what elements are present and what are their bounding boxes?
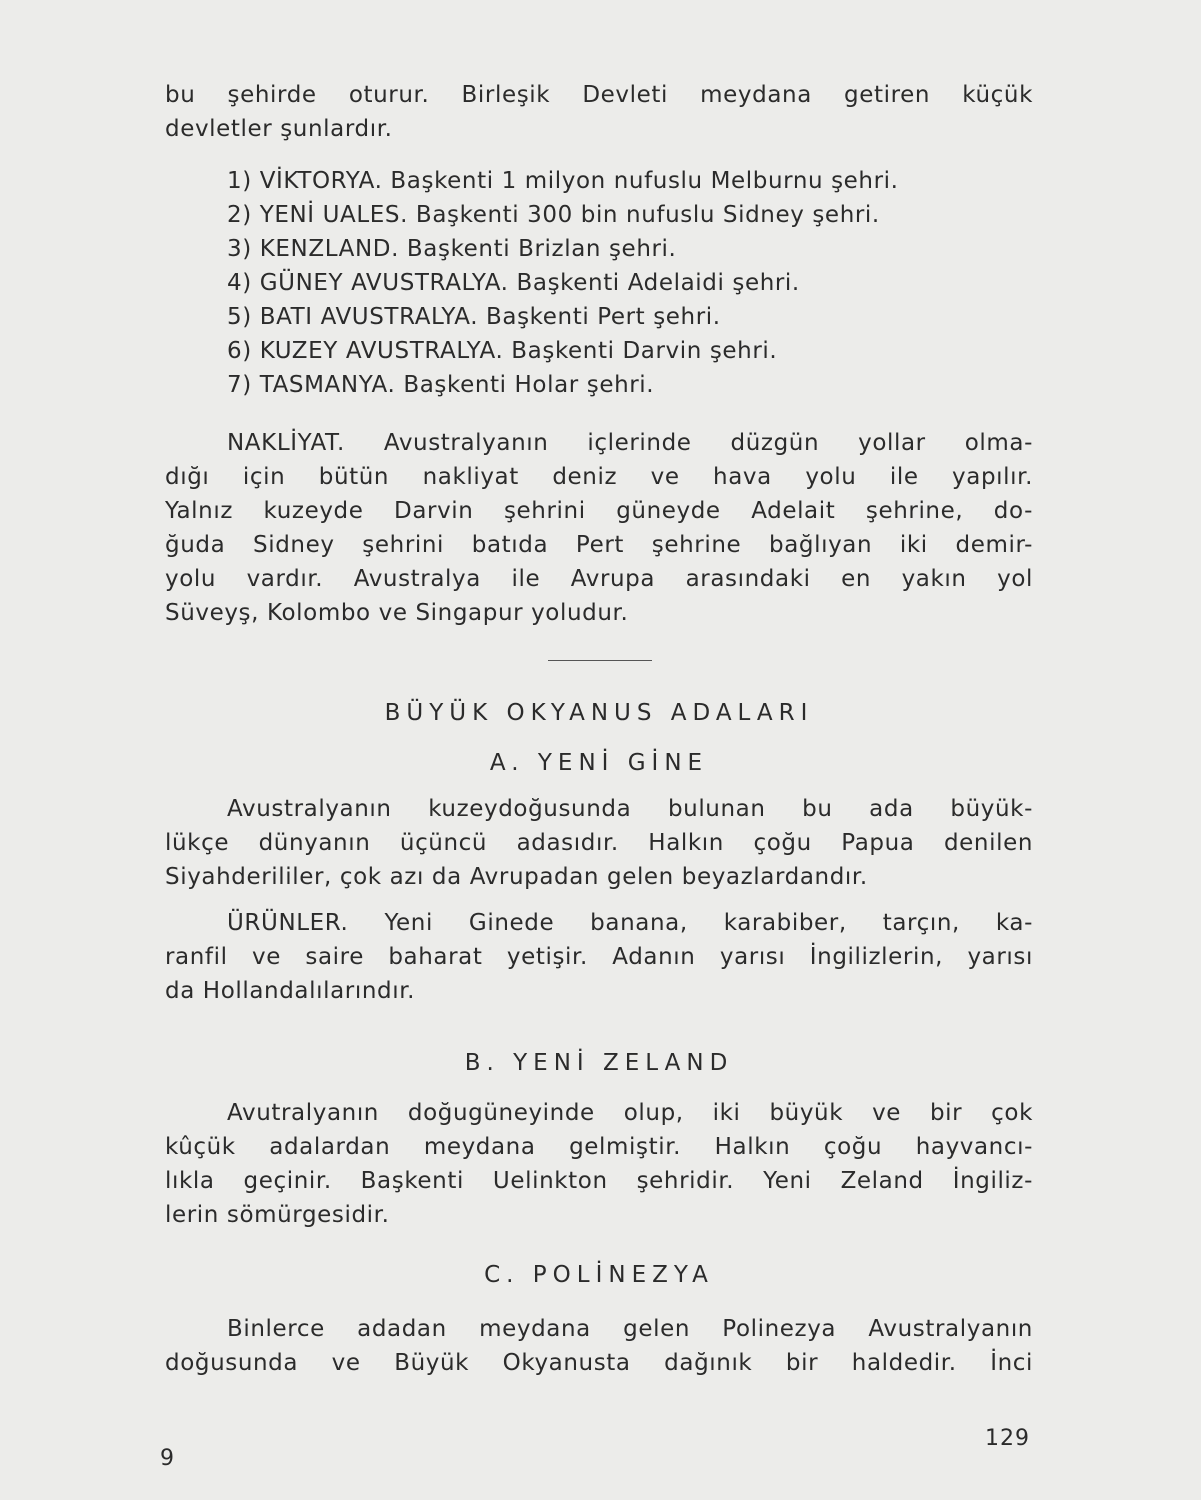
list-item: 3) KENZLAND. Başkenti Brizlan şehri. bbox=[227, 236, 677, 262]
text-line: Avutralyanın doğugüneyinde olup, iki büyük ve bir çok bbox=[227, 1100, 1033, 1126]
text-line: devletler şunlardır. bbox=[165, 116, 393, 142]
yeni-zeland-section bbox=[165, 1046, 1033, 1080]
yeni-gine-paragraph bbox=[165, 792, 1033, 894]
list-item: 6) KUZEY AVUSTRALYA. Başkenti Darvin şehri. bbox=[227, 338, 778, 364]
list-item: 7) TASMANYA. Başkenti Holar şehri. bbox=[227, 372, 655, 398]
section-title-block bbox=[165, 696, 1033, 730]
section-divider bbox=[548, 660, 652, 661]
polinezya-section bbox=[165, 1258, 1033, 1292]
subsection-title: A. YENİ GİNE bbox=[489, 750, 709, 776]
text-line: Siyahderililer, çok azı da Avrupadan gelen beyazlardandır. bbox=[165, 864, 868, 890]
text-line: ranfil ve saire baharat yetişir. Adanın yarısı İngilizlerin, yarısı bbox=[165, 944, 1033, 970]
text-line: lıkla geçinir. Başkenti Uelinkton şehridir. Yeni Zeland İngiliz- bbox=[165, 1168, 1033, 1194]
text-line: Yalnız kuzeyde Darvin şehrini güneyde Adelait şehrine, do- bbox=[165, 498, 1033, 524]
yeni-gine-section bbox=[165, 746, 1033, 780]
list-item: 5) BATI AVUSTRALYA. Başkenti Pert şehri. bbox=[227, 304, 721, 330]
list-item: 4) GÜNEY AVUSTRALYA. Başkenti Adelaidi şehri. bbox=[227, 270, 800, 296]
text-line: lükçe dünyanın üçüncü adasıdır. Halkın çoğu Papua denilen bbox=[165, 830, 1033, 856]
nakliyat-paragraph bbox=[165, 426, 1033, 630]
text-line: dığı için bütün nakliyat deniz ve hava yolu ile yapılır. bbox=[165, 464, 1033, 490]
polinezya-paragraph bbox=[165, 1312, 1033, 1380]
text-line: bu şehirde oturur. Birleşik Devleti meydana getiren küçük bbox=[165, 82, 1033, 108]
subsection-title: B. YENİ ZELAND bbox=[464, 1050, 734, 1076]
text-line: ğuda Sidney şehrini batıda Pert şehrine bağlıyan iki demir- bbox=[165, 532, 1033, 558]
section-title: BÜYÜK OKYANUS ADALARI bbox=[384, 700, 814, 726]
text-line: yolu vardır. Avustralya ile Avrupa arasındaki en yakın yol bbox=[165, 566, 1033, 592]
list-item: 2) YENİ UALES. Başkenti 300 bin nufuslu Sidney şehri. bbox=[227, 202, 880, 228]
urunler-paragraph bbox=[165, 906, 1033, 1008]
intro-paragraph bbox=[165, 78, 1033, 146]
text-line: da Hollandalılarındır. bbox=[165, 978, 416, 1004]
yeni-zeland-paragraph bbox=[165, 1096, 1033, 1232]
text-line: doğusunda ve Büyük Okyanusta dağınık bir haldedir. İnci bbox=[165, 1350, 1033, 1376]
text-line: lerin sömürgesidir. bbox=[165, 1202, 390, 1228]
text-line: ÜRÜNLER. Yeni Ginede banana, karabiber, tarçın, ka- bbox=[227, 910, 1033, 936]
text-line: Süveyş, Kolombo ve Singapur yoludur. bbox=[165, 600, 629, 626]
text-line: Avustralyanın kuzeydoğusunda bulunan bu ada büyük- bbox=[227, 796, 1033, 822]
list-item: 1) VİKTORYA. Başkenti 1 milyon nufuslu Melburnu şehri. bbox=[227, 168, 899, 194]
page-number: 129 bbox=[985, 1426, 1030, 1451]
text-line: NAKLİYAT. Avustralyanın içlerinde düzgün yollar olma- bbox=[227, 430, 1033, 456]
text-line: kûçük adalardan meydana gelmiştir. Halkın çoğu hayvancı- bbox=[165, 1134, 1033, 1160]
text-line: Binlerce adadan meydana gelen Polinezya Avustralyanın bbox=[227, 1316, 1033, 1342]
states-list bbox=[165, 164, 1033, 402]
subsection-title: C. POLİNEZYA bbox=[484, 1262, 714, 1288]
signature-mark: 9 bbox=[160, 1446, 175, 1471]
